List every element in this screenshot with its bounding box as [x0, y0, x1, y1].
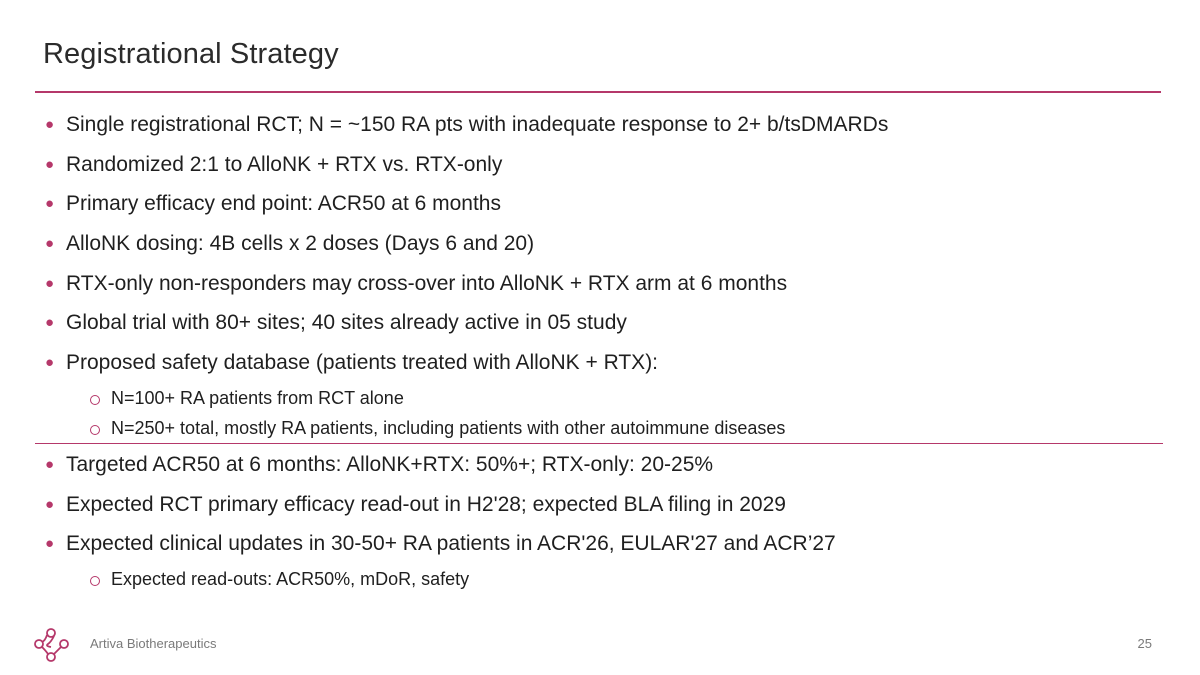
title-divider — [35, 91, 1161, 93]
list-item — [0, 343, 1200, 383]
bullet-dot-icon: ● — [45, 314, 55, 332]
sub-bullet-text: Expected read-outs: ACR50%, mDoR, safety — [111, 569, 470, 590]
bullet-text: Expected clinical updates in 30-50+ RA patients in ACR'26, EULAR'27 and ACR’27 — [66, 532, 836, 556]
bullet-dot-icon: ● — [45, 274, 55, 292]
bullet-text: Randomized 2:1 to AlloNK + RTX vs. RTX-only — [66, 152, 503, 176]
list-item — [0, 145, 1200, 185]
bullet-dot-icon: ● — [45, 155, 55, 173]
bullet-dot-icon: ● — [45, 235, 55, 253]
sub-bullet-text: N=100+ RA patients from RCT alone — [111, 387, 404, 408]
list-item — [0, 485, 1200, 525]
bullet-text: Global trial with 80+ sites; 40 sites already active in 05 study — [66, 311, 627, 335]
bullet-dot-icon: ● — [45, 195, 55, 213]
sub-bullet-circle-icon — [90, 425, 100, 435]
page-number: 25 — [1137, 636, 1152, 651]
list-item — [0, 303, 1200, 343]
sub-list-item — [0, 413, 1200, 443]
bullet-text: Targeted ACR50 at 6 months: AlloNK+RTX: 50%+; RTX-only: 20-25% — [66, 453, 714, 476]
list-item — [0, 224, 1200, 264]
list-item — [0, 524, 1200, 564]
sub-bullet-text: N=250+ total, mostly RA patients, including patients with other autoimmune diseases — [111, 417, 786, 438]
bullet-dot-icon: ● — [45, 116, 55, 133]
list-item — [0, 264, 1200, 304]
bullet-list-top — [0, 105, 1200, 443]
bullet-text: Primary efficacy end point: ACR50 at 6 months — [66, 192, 501, 216]
bullet-text: Single registrational RCT; N = ~150 RA pts with inadequate response to 2+ b/tsDMARDs — [66, 113, 889, 136]
list-item — [0, 105, 1200, 145]
company-name: Artiva Biotherapeutics — [90, 636, 217, 651]
sub-bullet-circle-icon — [90, 576, 100, 586]
bullet-dot-icon: ● — [45, 495, 55, 513]
artiva-logo-icon — [33, 627, 73, 663]
bullet-text: Proposed safety database (patients treated with AlloNK + RTX): — [66, 351, 659, 375]
bullet-list-bottom — [0, 445, 1200, 594]
sub-list-item — [0, 383, 1200, 413]
bullet-text: RTX-only non-responders may cross-over into AlloNK + RTX arm at 6 months — [66, 271, 788, 295]
sub-list-item — [0, 564, 1200, 594]
page-title: Registrational Strategy — [43, 38, 339, 70]
bullet-dot-icon: ● — [45, 535, 55, 553]
bullet-text: AlloNK dosing: 4B cells x 2 doses (Days 6 and 20) — [66, 232, 535, 256]
list-item — [0, 184, 1200, 224]
section-divider — [35, 443, 1163, 444]
sub-bullet-circle-icon — [90, 395, 100, 405]
bullet-dot-icon: ● — [45, 354, 55, 372]
bullet-dot-icon: ● — [45, 456, 55, 473]
bullet-text: Expected RCT primary efficacy read-out in H2'28; expected BLA filing in 2029 — [66, 492, 786, 516]
list-item — [0, 445, 1200, 485]
